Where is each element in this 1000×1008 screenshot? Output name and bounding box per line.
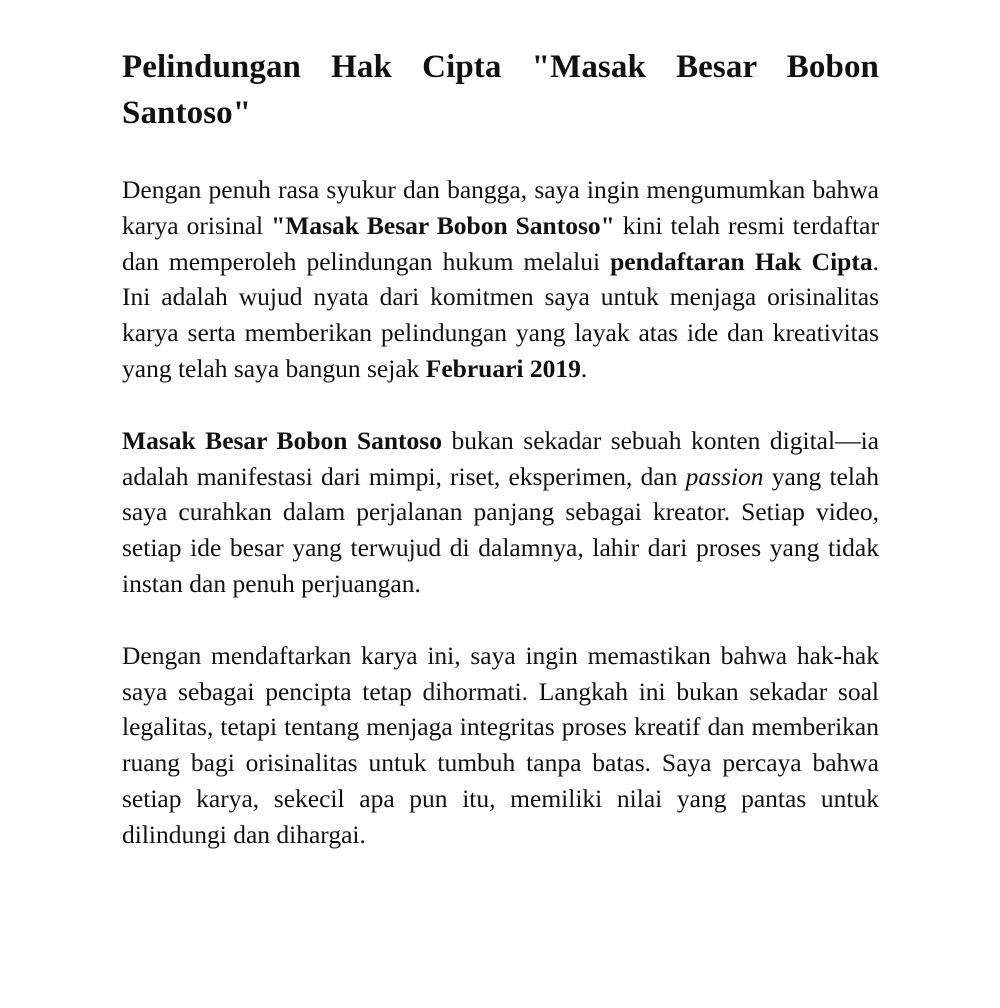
text-segment: . <box>580 353 588 383</box>
emphasis-work-title: "Masak Besar Bobon Santoso" <box>271 210 615 240</box>
text-segment: yang telah saya curahkan dalam perjalanan panjang sebagai kreator. Setiap video, setiap ide besar yang terwujud di dalamnya, lahir dari proses yang tidak instan dan penuh perjuangan. <box>122 461 880 598</box>
text-segment: kini telah resmi terdaftar dan memperoleh pelindungan hukum melalui <box>122 210 879 276</box>
emphasis-date: Februari 2019 <box>425 353 581 383</box>
emphasis-work-name: Masak Besar Bobon Santoso <box>122 425 442 455</box>
emphasis-registration: pendaftaran Hak Cipta <box>610 246 873 276</box>
text-segment: bukan sekadar sebuah konten digital—ia adalah manifestasi dari mimpi, riset, eksperimen, dan <box>122 425 879 491</box>
document-page <box>122 44 879 853</box>
text-segment: . Ini adalah wujud nyata dari komitmen saya untuk menjaga orisinalitas karya serta memberikan pelindungan yang layak atas ide dan kreativitas yang telah saya bangun sejak <box>122 246 879 383</box>
text-segment: Dengan penuh rasa syukur dan bangga, saya ingin mengumumkan bahwa karya orisinal <box>122 175 879 240</box>
paragraph-about-work <box>122 423 879 602</box>
text-segment: Dengan mendaftarkan karya ini, saya ingin memastikan bahwa hak-hak saya sebagai pencipta tetap dihormati. Langkah ini bukan sekadar soal legalitas, tetapi tentang menjaga integritas proses kreatif dan memberikan ruang bagi orisinalitas untuk tumbuh tanpa batas. Saya percaya bahwa setiap karya, sekecil apa pun itu, memiliki nilai yang pantas untuk dilindungi dan dihargai. <box>122 640 879 849</box>
paragraph-announcement <box>122 172 879 387</box>
paragraph-purpose <box>122 638 879 853</box>
emphasis-passion: passion <box>685 461 764 491</box>
document-title: Pelindungan Hak Cipta "Masak Besar Bobon Santoso" <box>122 49 879 131</box>
